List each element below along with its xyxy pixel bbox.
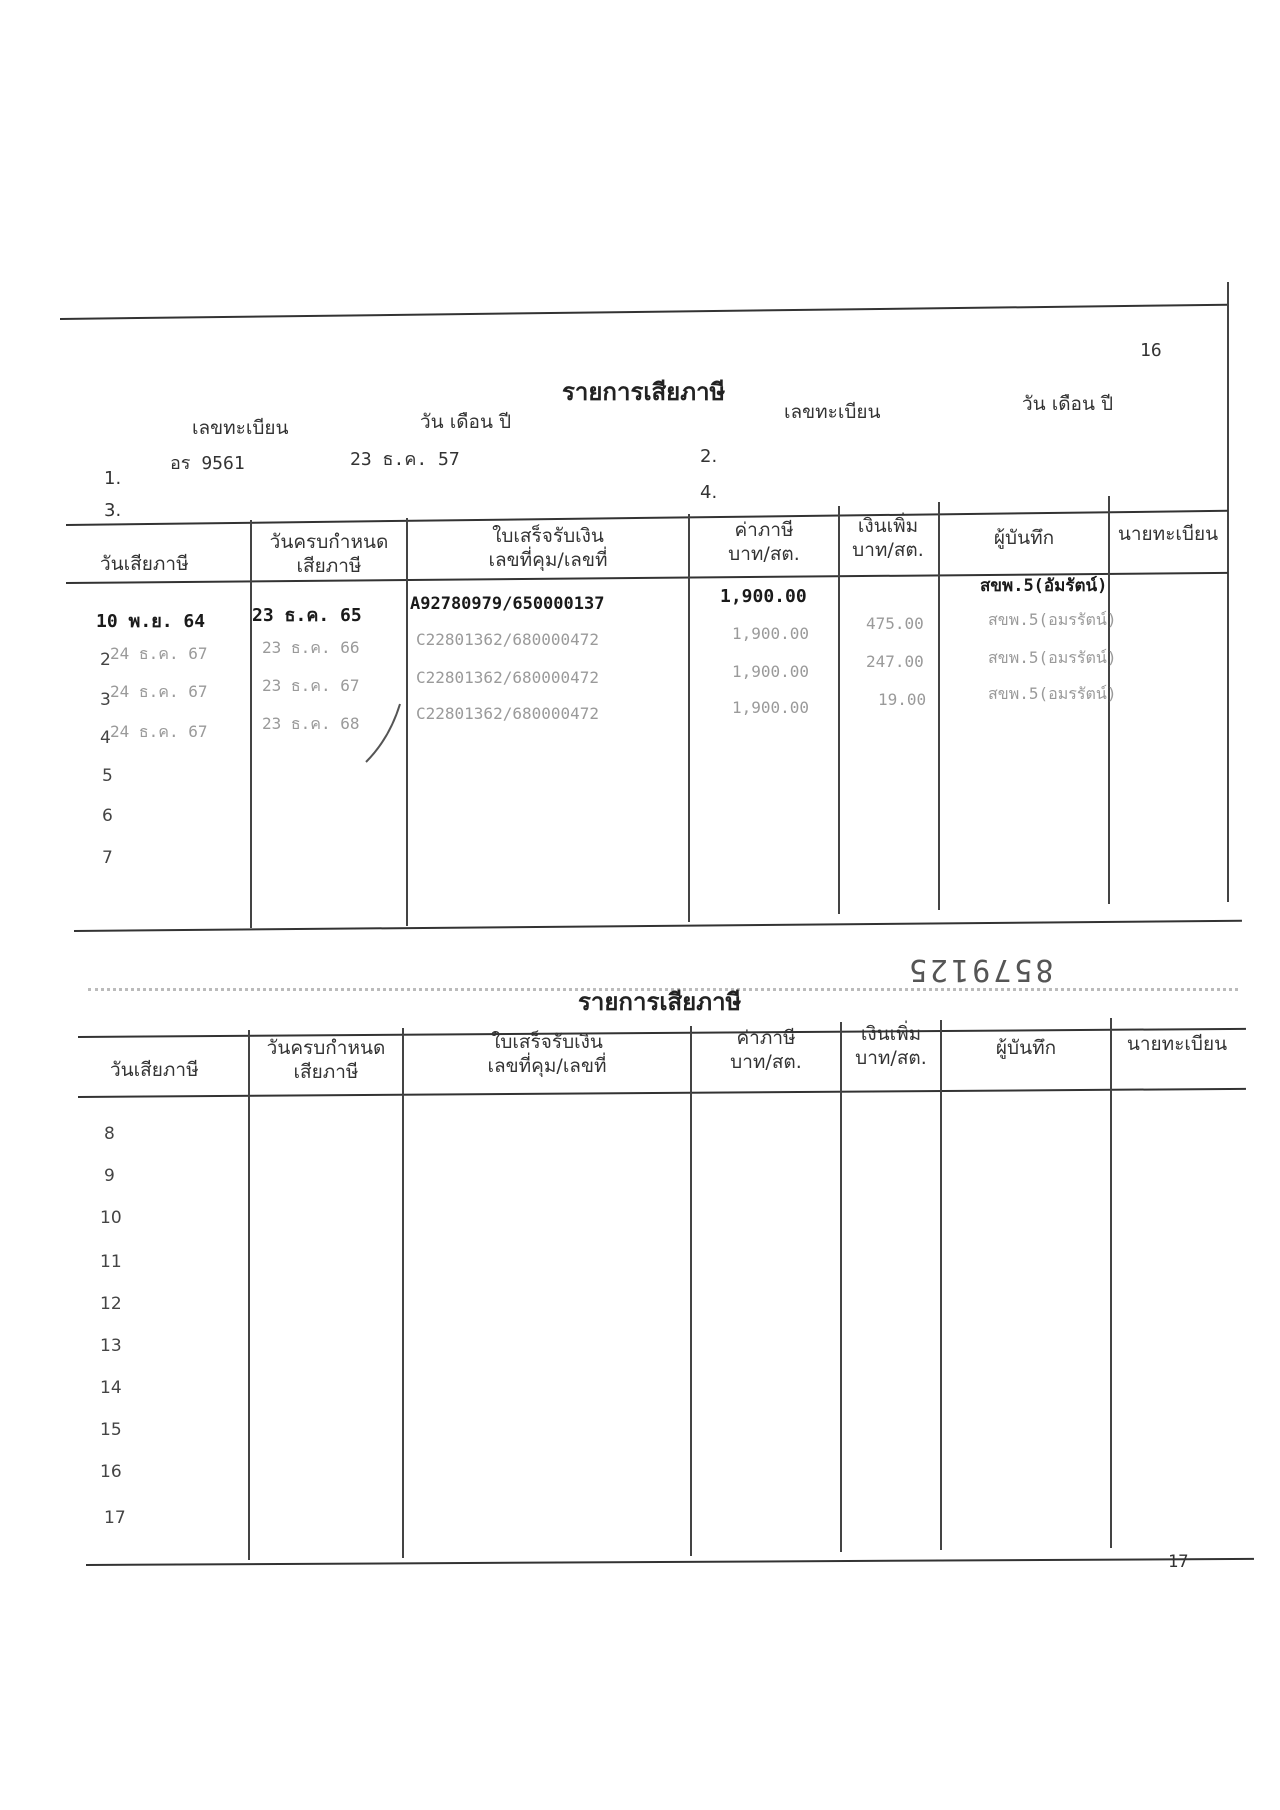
top-header-receipt: ใบเสร็จรับเงิน เลขที่คุม/เลขที่ [488,525,608,571]
row1-recorder: สขพ.5(อัมรัตน์) [980,576,1108,596]
top-header-pay-date: วันเสียภาษี [100,553,189,575]
row3-surcharge: 247.00 [866,652,924,671]
top-border-line [60,304,1228,320]
row8-number: 8 [104,1124,115,1144]
top-table-title: รายการเสียภาษี [562,378,726,406]
row11-number: 11 [100,1252,122,1272]
row17-number: 17 [104,1508,126,1528]
row16-number: 16 [100,1462,122,1482]
row7-number: 7 [102,848,113,868]
top-header-due-date: วันครบกำหนด เสียภาษี [269,531,389,577]
row3-due-date: 23 ธ.ค. 67 [262,676,360,695]
row4-recorder: สขพ.5(อมรรัตน์) [988,684,1117,703]
row4-surcharge: 19.00 [878,690,927,709]
row4-receipt: C22801362/680000472 [416,704,600,723]
row10-number: 10 [100,1208,122,1228]
page-right-edge [1227,282,1229,902]
bottom-col-divider-6 [1110,1018,1112,1548]
bottom-header-surcharge: เงินเพิ่ม บาท/สต. [855,1023,927,1069]
entry-1-reg: อร 9561 [170,453,245,474]
top-header-surcharge: เงินเพิ่ม บาท/สต. [852,515,924,561]
entry-3-num: 3. [104,500,122,521]
row3-receipt: C22801362/680000472 [416,668,600,687]
top-col-divider-3 [688,514,690,922]
row1-due-date: 23 ธ.ค. 65 [252,605,362,626]
bottom-header-registrar: นายทะเบียน [1126,1033,1228,1055]
bottom-header-recorder: ผู้บันทึก [995,1037,1057,1059]
entry-4-num: 4. [700,482,718,503]
bottom-header-receipt: ใบเสร็จรับเงิน เลขที่คุม/เลขที่ [487,1031,607,1077]
date-label-1: วัน เดือน ปี [420,411,512,433]
pen-stroke-mark [360,700,420,770]
top-header-tax: ค่าภาษี บาท/สต. [728,519,800,565]
row2-pay-date: 24 ธ.ค. 67 [110,644,208,663]
row15-number: 15 [100,1420,122,1440]
row3-recorder: สขพ.5(อมรรัตน์) [988,648,1117,667]
row1-pay-date: 10 พ.ย. 64 [96,611,206,632]
row2-due-date: 23 ธ.ค. 66 [262,638,360,657]
top-col-divider-5 [938,502,940,910]
reg-label-1: เลขทะเบียน [192,417,289,439]
row13-number: 13 [100,1336,122,1356]
row12-number: 12 [100,1294,122,1314]
row4-number: 4 [100,728,111,748]
page-number-bottom: 17 [1168,1552,1189,1572]
bottom-col-divider-1 [248,1030,250,1560]
row1-receipt: A92780979/650000137 [410,594,605,614]
top-col-divider-1 [250,520,252,928]
row2-number: 2 [100,650,111,670]
stamp-serial-number: 8579125 [906,952,1054,987]
bottom-header-due-date: วันครบกำหนด เสียภาษี [266,1037,386,1083]
bottom-col-divider-3 [690,1026,692,1556]
row1-tax: 1,900.00 [720,586,807,607]
row4-due-date: 23 ธ.ค. 68 [262,714,360,733]
row3-tax: 1,900.00 [732,662,810,681]
bottom-table-bottom-line [86,1558,1254,1566]
bottom-table-title: รายการเสียภาษี [578,988,742,1016]
bottom-header-pay-date: วันเสียภาษี [110,1059,199,1081]
bottom-col-divider-4 [840,1022,842,1552]
bottom-table-header-bottom-line [78,1088,1246,1098]
top-header-registrar: นายทะเบียน [1117,523,1219,545]
row9-number: 9 [104,1166,115,1186]
entry-2-num: 2. [700,446,718,467]
bottom-header-tax: ค่าภาษี บาท/สต. [730,1027,802,1073]
row2-surcharge: 475.00 [866,614,924,633]
row4-pay-date: 24 ธ.ค. 67 [110,722,208,741]
row6-number: 6 [102,806,113,826]
page-number-top: 16 [1140,340,1162,361]
row5-number: 5 [102,766,113,786]
row3-number: 3 [100,690,111,710]
row2-receipt: C22801362/680000472 [416,630,600,649]
reg-label-2: เลขทะเบียน [784,401,881,423]
entry-1-date: 23 ธ.ค. 57 [350,449,460,470]
entry-1-num: 1. [104,468,122,489]
row3-pay-date: 24 ธ.ค. 67 [110,682,208,701]
row14-number: 14 [100,1378,122,1398]
bottom-col-divider-5 [940,1020,942,1550]
row4-tax: 1,900.00 [732,698,810,717]
bottom-col-divider-2 [402,1028,404,1558]
top-col-divider-4 [838,506,840,914]
date-label-2: วัน เดือน ปี [1022,393,1114,415]
row2-recorder: สขพ.5(อมรรัตน์) [988,610,1117,629]
row2-tax: 1,900.00 [732,624,810,643]
top-header-recorder: ผู้บันทึก [993,527,1055,549]
